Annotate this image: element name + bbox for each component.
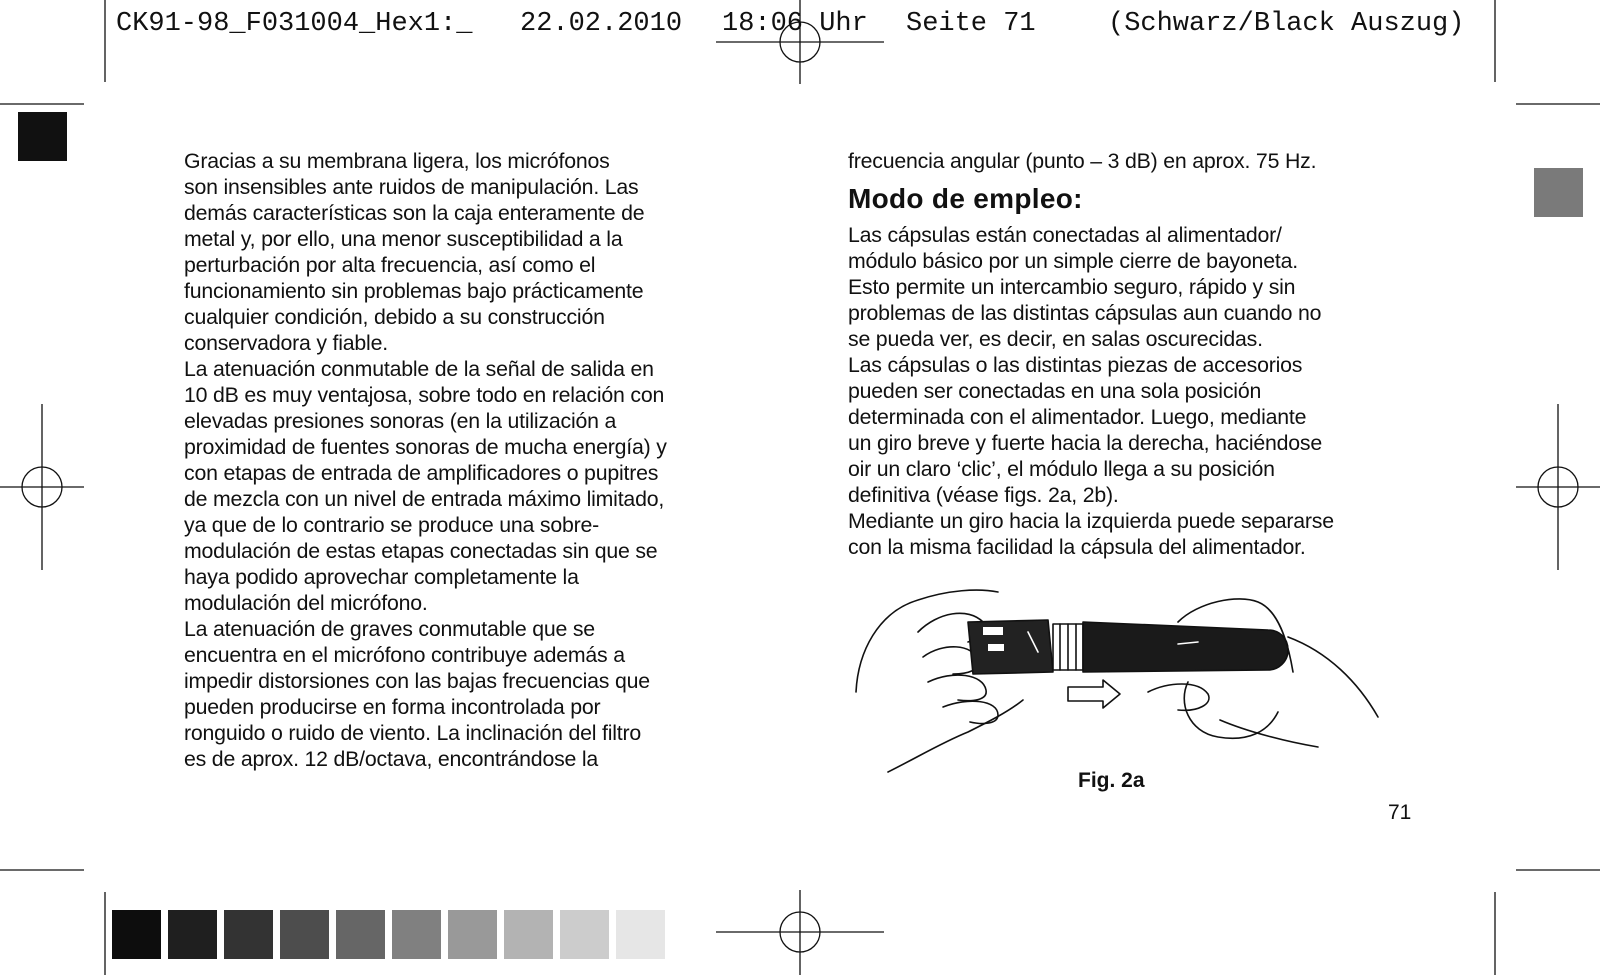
paragraph-line: de mezcla con un nivel de entrada máximo limitado, [184,487,665,511]
slug-date: 22.02.2010 [520,9,683,39]
paragraph-line: encuentra en el micrófono contribuye además a [184,643,625,667]
registration-target-left [0,404,84,570]
right-text-column [848,148,1428,560]
grey-swatch [392,910,441,959]
grey-swatch [616,910,665,959]
paragraph-line: Mediante un giro hacia la izquierda puede separarse [848,509,1334,533]
right-hand-arm-outline [1288,637,1378,717]
slug-job-name: CK91-98_F031004_Hex1:_ [116,9,473,39]
paragraph-line: módulo básico por un simple cierre de bayoneta. [848,249,1298,273]
paragraph-line: proximidad de fuentes sonoras de mucha energía) y [184,435,667,459]
side-tab-black [18,112,67,161]
paragraph-line: demás características son la caja enteramente de [184,201,645,225]
paragraph-line: pueden producirse en forma incontrolada por [184,695,601,719]
left-text-column [184,148,764,772]
paragraph-line: pueden ser conectadas en una sola posición [848,379,1262,403]
grey-swatch [168,910,217,959]
paragraph-line: perturbación por alta frecuencia, así como el [184,253,596,277]
figure-illustration [848,582,1408,792]
paragraph-line: problemas de las distintas cápsulas aun cuando no [848,301,1322,325]
slug-separation: (Schwarz/Black Auszug) [1108,9,1465,39]
registration-target-right [1516,404,1600,570]
paragraph-line: son insensibles ante ruidos de manipulación. Las [184,175,639,199]
figure-caption: Fig. 2a [1078,769,1145,792]
paragraph-line: Las cápsulas o las distintas piezas de accesorios [848,353,1303,377]
right-hand-palm [1184,682,1278,738]
paragraph-line: con la misma facilidad la cápsula del alimentador. [848,535,1306,559]
paragraph-line: Gracias a su membrana ligera, los micrófonos [184,149,610,173]
right-hand-finger [1148,684,1209,710]
paragraph-line: impedir distorsiones con las bajas frecuencias que [184,669,650,693]
grey-swatch [280,910,329,959]
paragraph-line: definitiva (véase figs. 2a, 2b). [848,483,1119,507]
paragraph-line: es de aprox. 12 dB/octava, encontrándose la [184,747,599,771]
page-number: 71 [1388,801,1412,824]
paragraph-line: con etapas de entrada de amplificadores o pupitres [184,461,659,485]
paragraph-line: metal y, por ello, una menor susceptibilidad a la [184,227,623,251]
left-hand-wrist [888,700,1023,772]
paragraph-line: haya podido aprovechar completamente la [184,565,579,589]
paragraph-line: conservadora y fiable. [184,331,388,355]
left-hand-finger-2 [928,675,986,701]
paragraph-line: 10 dB es muy ventajosa, sobre todo en relación con [184,383,665,407]
instructions-paragraph [848,222,1428,560]
grey-swatch [224,910,273,959]
paragraph-line: elevadas presiones sonoras (en la utilización a [184,409,617,433]
capsule-switch-1 [983,627,1003,635]
paragraph-line: funcionamiento sin problemas bajo prácticamente [184,279,644,303]
paragraph-line: frecuencia angular (punto – 3 dB) en aprox. 75 Hz. [848,149,1317,173]
paragraph-line: modulación del micrófono. [184,591,428,615]
grey-swatch [336,910,385,959]
paragraph-line: determinada con el alimentador. Luego, mediante [848,405,1307,429]
slug-time: 18:06 Uhr [722,9,868,39]
paragraph-line: modulación de estas etapas conectadas sin que se [184,539,658,563]
preamp-module-body [1083,622,1288,672]
slug-page: Seite 71 [906,9,1036,39]
paragraph-line: Las cápsulas están conectadas al alimentador/ [848,223,1282,247]
paragraph-line: La atenuación de graves conmutable que se [184,617,595,641]
registration-target-bottom [716,890,884,975]
grey-swatch [112,910,161,959]
paragraph-line: La atenuación conmutable de la señal de salida en [184,357,654,381]
registration-target-top [716,0,884,84]
paragraph-line: ronguido o ruido de viento. La inclinación del filtro [184,721,642,745]
arrow-right-icon [1068,680,1120,708]
paragraph-line: oir un claro ‘clic’, el módulo llega a su posición [848,457,1275,481]
paragraph-line: ya que de lo contrario se produce una sobre- [184,513,600,537]
paragraph-line: se pueda ver, es decir, en salas oscurecidas. [848,327,1263,351]
section-heading: Modo de empleo: [848,183,1083,214]
paragraph-line: Esto permite un intercambio seguro, rápido y sin [848,275,1296,299]
grey-swatch [560,910,609,959]
paragraph-line: un giro breve y fuerte hacia la derecha, haciéndose [848,431,1323,455]
grey-swatch [504,910,553,959]
side-tab-grey [1534,168,1583,217]
grey-swatch [448,910,497,959]
capsule-switch-2 [988,644,1004,651]
capsule-body [968,620,1053,674]
paragraph-line: cualquier condición, debido a su construcción [184,305,605,329]
